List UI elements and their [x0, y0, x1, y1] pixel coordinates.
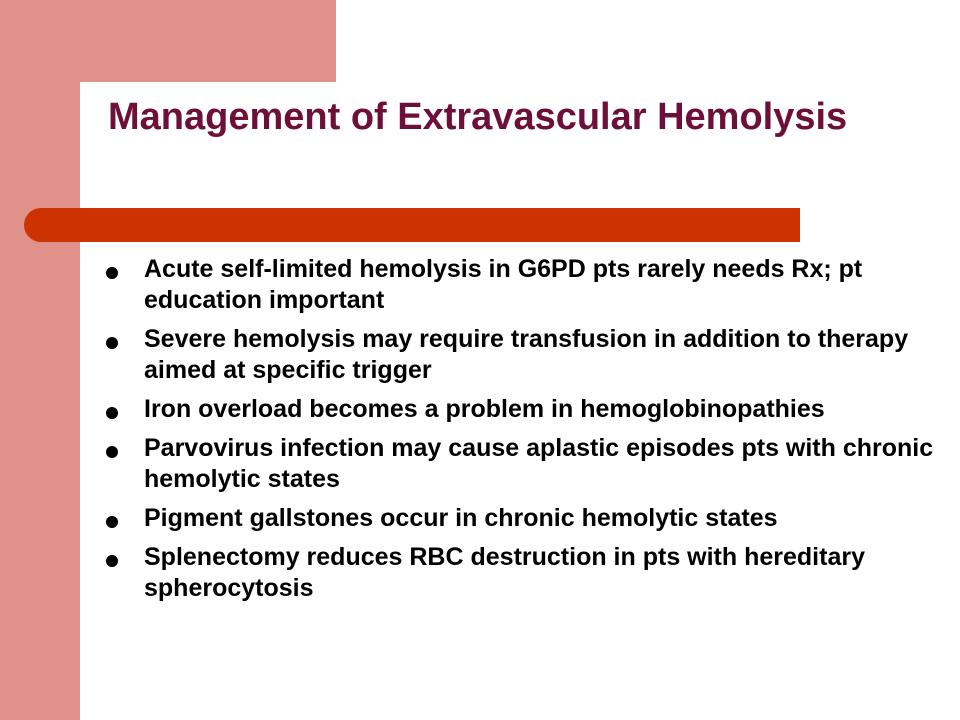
bullet-item: [104, 324, 934, 386]
bullet-dot-icon: [106, 555, 118, 567]
bullet-text: Severe hemolysis may require transfusion in addition to therapy aimed at specific trigger: [144, 325, 909, 384]
bullet-text: Acute self-limited hemolysis in G6PD pts rarely needs Rx; pt education important: [144, 255, 863, 314]
bullet-item: [104, 503, 934, 534]
bullet-text: Iron overload becomes a problem in hemoglobinopathies: [144, 395, 825, 423]
bullet-text: Parvovirus infection may cause aplastic episodes pts with chronic hemolytic states: [144, 434, 934, 493]
bullet-item: [104, 433, 934, 495]
bullet-text: Pigment gallstones occur in chronic hemolytic states: [144, 504, 778, 532]
bullet-dot-icon: [106, 516, 118, 528]
bullet-item: [104, 394, 934, 425]
bullet-dot-icon: [106, 337, 118, 349]
decorative-corner-block: [80, 0, 336, 82]
bullet-text: Splenectomy reduces RBC destruction in pts with hereditary spherocytosis: [144, 543, 865, 602]
bullet-item: [104, 542, 934, 604]
bullet-list: [104, 254, 934, 612]
decorative-side-band: [0, 0, 80, 720]
bullet-dot-icon: [106, 267, 118, 279]
bullet-dot-icon: [106, 407, 118, 419]
title-accent-bar: [24, 208, 800, 242]
bullet-item: [104, 254, 934, 316]
bullet-dot-icon: [106, 446, 118, 458]
slide-title: Management of Extravascular Hemolysis: [108, 96, 848, 138]
